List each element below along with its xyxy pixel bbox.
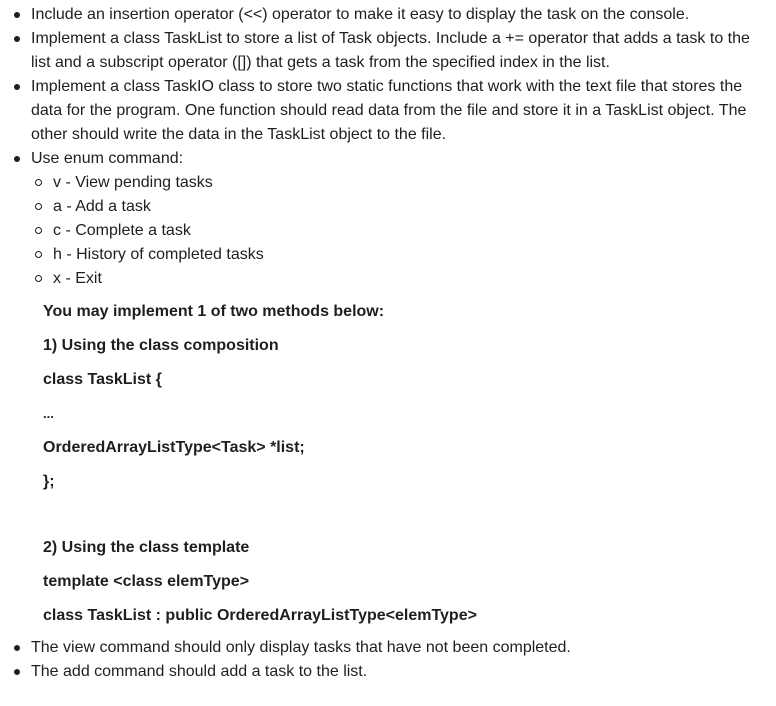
code-line: }; <box>43 473 55 490</box>
list-item <box>0 660 776 684</box>
template-heading: 2) Using the class template <box>43 539 250 556</box>
circle-bullet-icon <box>35 275 42 282</box>
bullet-icon <box>14 156 20 162</box>
circle-bullet-icon <box>35 179 42 186</box>
circle-bullet-icon <box>35 251 42 258</box>
code-line: class TaskList : public OrderedArrayListType<elemType> <box>43 607 477 624</box>
list-item <box>0 147 776 291</box>
enum-item <box>0 195 762 219</box>
bullet-icon <box>14 84 20 90</box>
enum-item <box>0 243 762 267</box>
bullet-icon <box>14 645 20 651</box>
enum-item-text: h - History of completed tasks <box>53 246 264 263</box>
code-line: class TaskList { <box>43 371 162 388</box>
list-item <box>0 27 776 75</box>
list-item-text: Implement a class TaskIO class to store two static functions that work with the text file that stores the data for the program. One function should read data from the file and store it in a TaskList object. The other should write the data in the TaskList object to the file. <box>31 78 747 143</box>
bullet-icon <box>14 36 20 42</box>
list-item-text: Implement a class TaskList to store a list of Task objects. Include a += operator that adds a task to the list and a subscript operator ([]) that gets a task from the specified index in the list. <box>31 30 750 71</box>
enum-item <box>0 267 762 291</box>
bullet-icon <box>14 12 20 18</box>
list-item-text: The add command should add a task to the list. <box>31 663 368 680</box>
list-item-text: Use enum command: <box>31 150 184 167</box>
enum-item-text: v - View pending tasks <box>53 174 213 191</box>
list-item <box>0 636 776 660</box>
list-item-text: The view command should only display tasks that have not been completed. <box>31 639 571 656</box>
bullet-icon <box>14 669 20 675</box>
command-behavior-list <box>0 636 776 684</box>
enum-command-list <box>0 171 762 291</box>
enum-item <box>0 171 762 195</box>
enum-item <box>0 219 762 243</box>
enum-item-text: x - Exit <box>53 270 102 287</box>
code-line: OrderedArrayListType<Task> *list; <box>43 439 305 456</box>
list-item <box>0 3 776 27</box>
code-line: template <class elemType> <box>43 573 250 590</box>
circle-bullet-icon <box>35 227 42 234</box>
list-item <box>0 75 776 147</box>
circle-bullet-icon <box>35 203 42 210</box>
enum-item-text: c - Complete a task <box>53 222 191 239</box>
code-ellipsis: ... <box>43 406 54 421</box>
composition-heading: 1) Using the class composition <box>43 337 279 354</box>
enum-item-text: a - Add a task <box>53 198 151 215</box>
methods-intro: You may implement 1 of two methods below: <box>43 303 385 320</box>
list-item-text: Include an insertion operator (<<) operator to make it easy to display the task on the console. <box>31 6 690 23</box>
requirements-list <box>0 3 776 291</box>
